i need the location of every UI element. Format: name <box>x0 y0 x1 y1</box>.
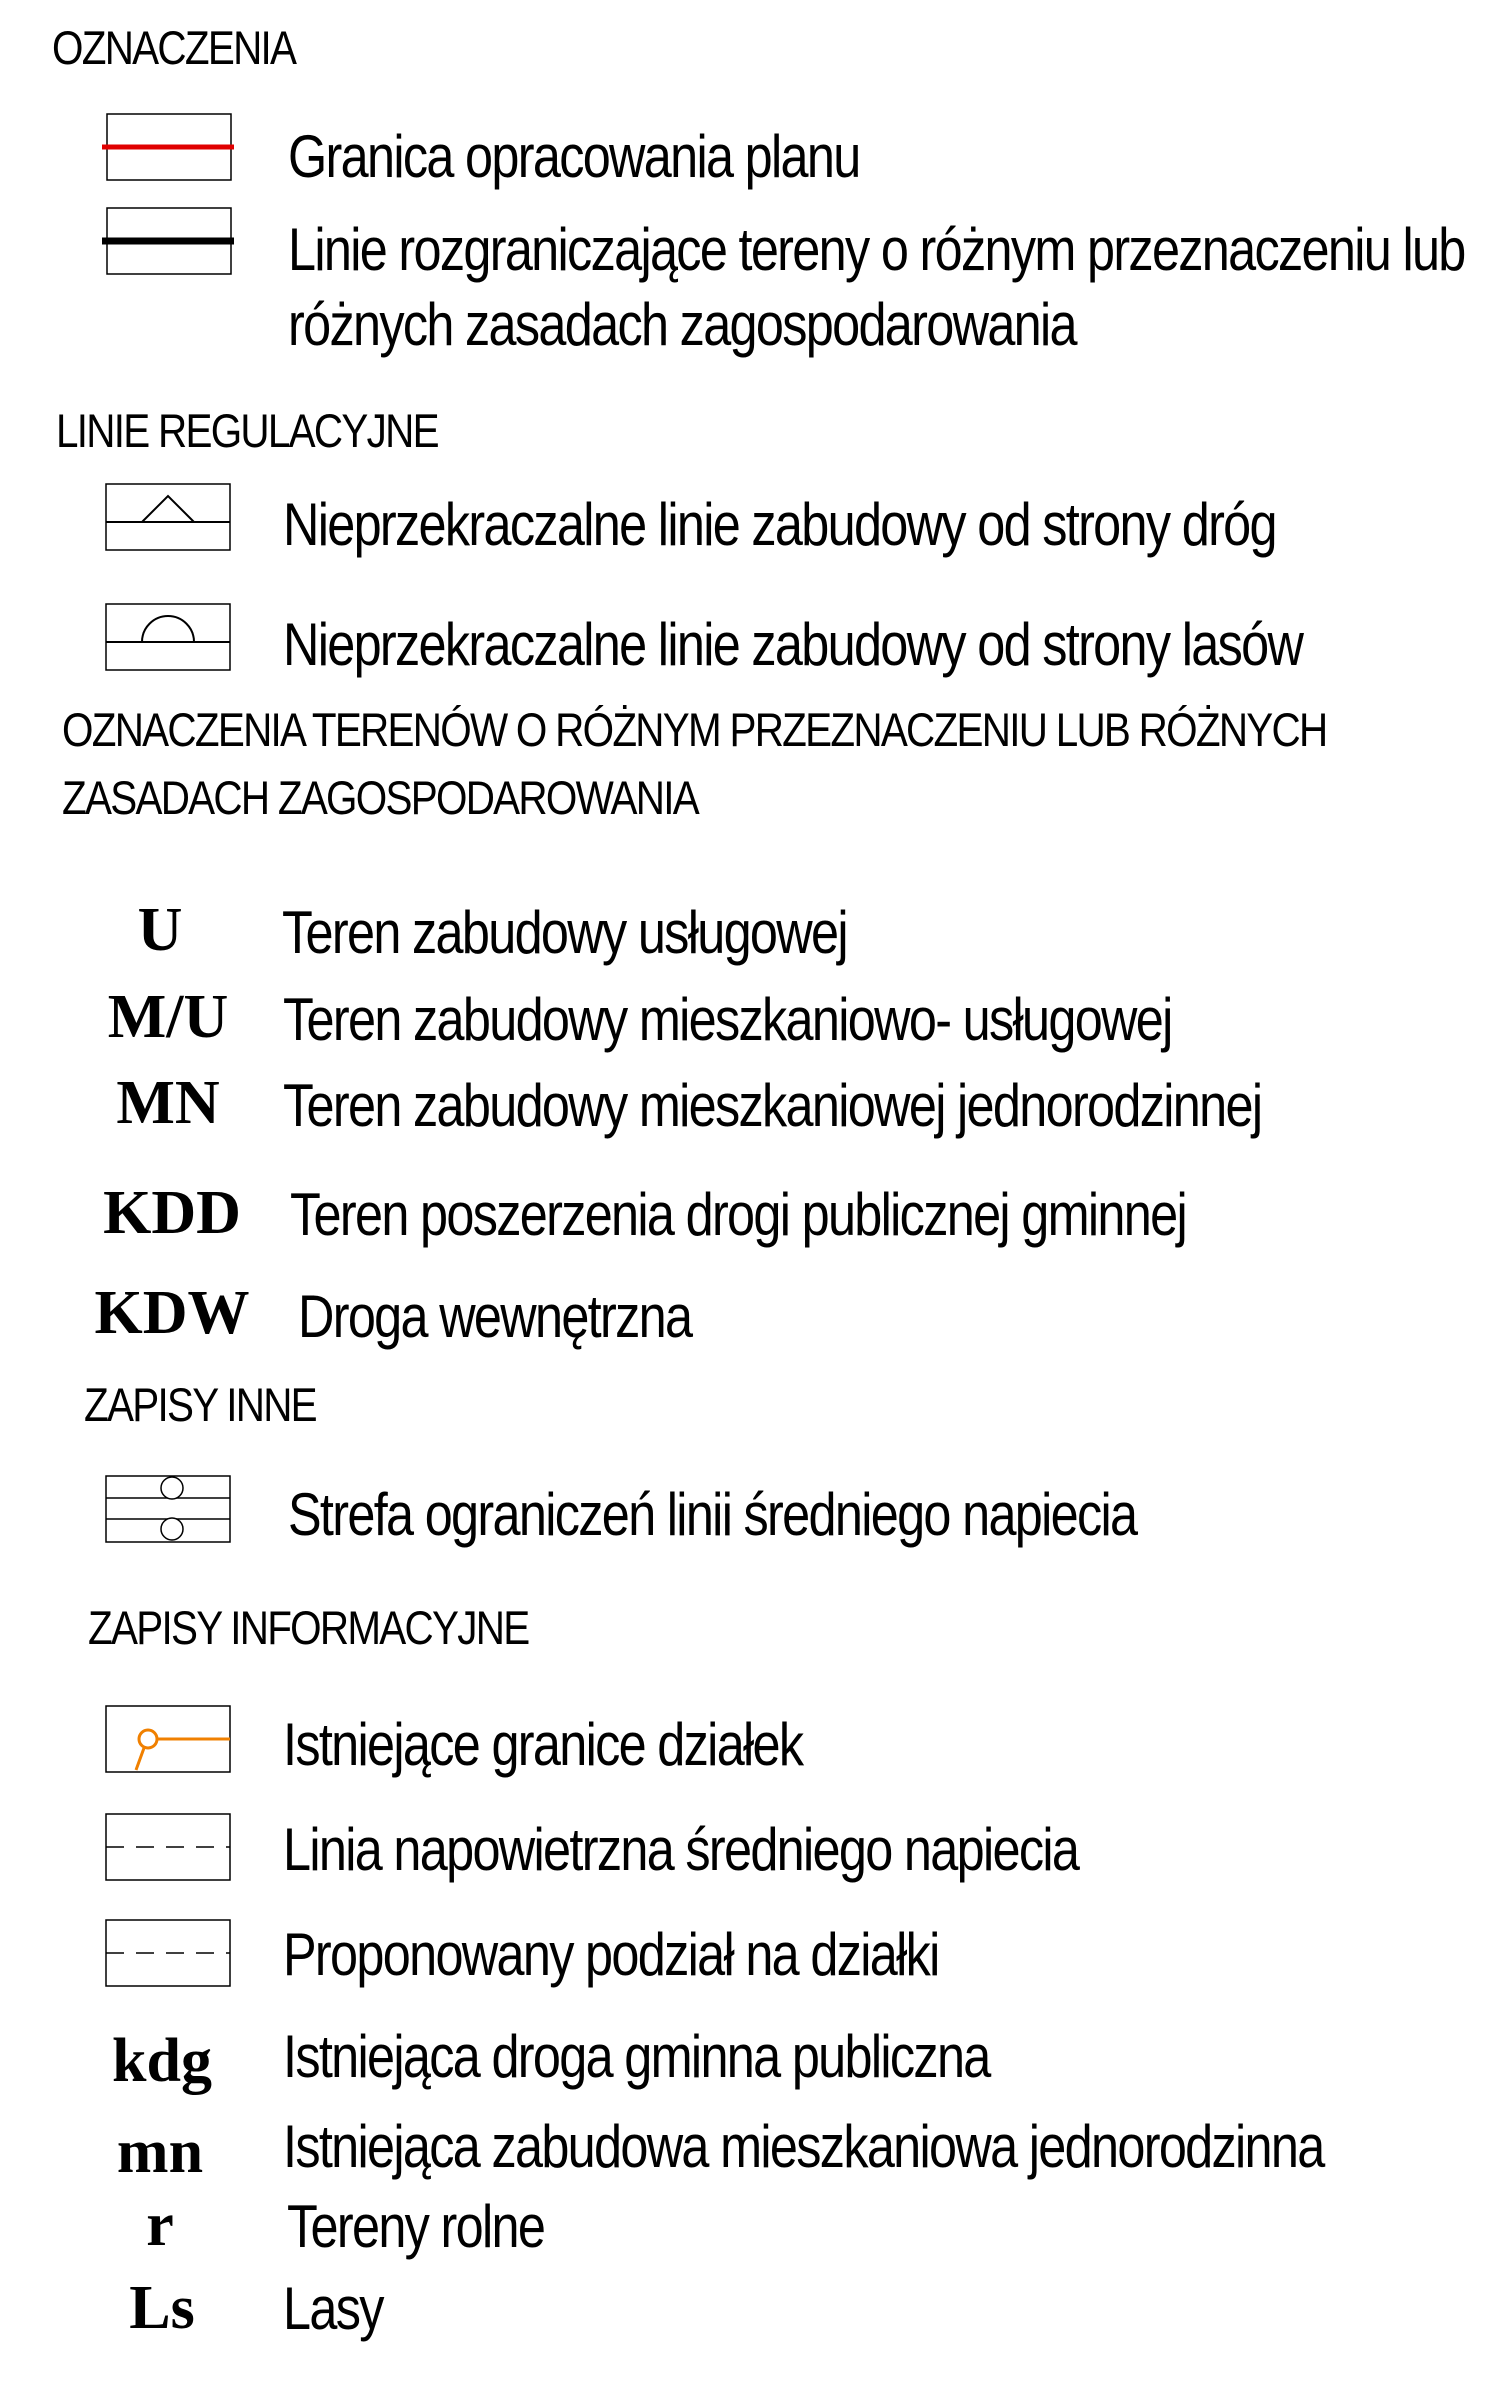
label-granica: Granica opracowania planu <box>288 123 860 190</box>
section-linie-regulacyjne: LINIE REGULACYJNE <box>56 404 438 457</box>
section-tereny-line2: ZASADACH ZAGOSPODAROWANIA <box>62 771 698 824</box>
triangle-line-icon <box>104 482 234 552</box>
dashed-line-icon <box>104 1918 234 1988</box>
code-mn-small: mn <box>116 2118 204 2186</box>
label-strefa: Strefa ograniczeń linii średniego napiecia <box>288 1481 1137 1548</box>
code-u: U <box>137 896 183 964</box>
label-linie-lasow: Nieprzekraczalne linie zabudowy od strony lasów <box>283 611 1303 678</box>
dashed-line-icon <box>104 1812 234 1882</box>
label-mu: Teren zabudowy mieszkaniowo- usługowej <box>283 986 1172 1053</box>
label-r: Tereny rolne <box>287 2193 545 2260</box>
code-kdg: kdg <box>112 2027 212 2095</box>
circles-zone-icon <box>104 1474 234 1544</box>
section-tereny-line1: OZNACZENIA TERENÓW O RÓŻNYM PRZEZNACZENIU LUB RÓŻNYCH <box>62 703 1327 756</box>
label-ls: Lasy <box>283 2275 383 2342</box>
label-mn-small: Istniejąca zabudowa mieszkaniowa jednorodzinna <box>283 2113 1324 2180</box>
label-kdg: Istniejąca droga gminna publiczna <box>283 2023 990 2090</box>
label-linie-rozgraniczajace: Linie rozgraniczające tereny o różnym przeznaczeniu lub <box>288 216 1465 283</box>
label-linie-rozgraniczajace-2: różnych zasadach zagospodarowania <box>288 291 1076 358</box>
code-r: r <box>146 2191 174 2259</box>
code-mu: M/U <box>107 983 229 1051</box>
section-zapisy-inne: ZAPISY INNE <box>84 1378 316 1431</box>
label-granice-dzialek: Istniejące granice działek <box>283 1711 803 1778</box>
label-linie-drog: Nieprzekraczalne linie zabudowy od strony dróg <box>283 491 1276 558</box>
orange-parcel-boundary-icon <box>104 1704 234 1774</box>
code-ls: Ls <box>129 2274 195 2342</box>
code-kdw: KDW <box>94 1279 250 1347</box>
section-zapisy-informacyjne: ZAPISY INFORMACYJNE <box>88 1601 529 1654</box>
code-kdd: KDD <box>103 1179 241 1247</box>
semicircle-line-icon <box>104 602 234 672</box>
label-linia-napowietrzna: Linia napowietrzna średniego napiecia <box>283 1816 1079 1883</box>
code-mn: MN <box>116 1069 220 1137</box>
section-oznaczenia: OZNACZENIA <box>52 21 296 74</box>
label-kdd: Teren poszerzenia drogi publicznej gminnej <box>290 1181 1187 1248</box>
label-proponowany-podzial: Proponowany podział na działki <box>283 1921 939 1988</box>
label-u: Teren zabudowy usługowej <box>282 899 847 966</box>
black-line-icon <box>100 206 235 276</box>
red-line-icon <box>100 112 235 182</box>
label-mn: Teren zabudowy mieszkaniowej jednorodzinnej <box>283 1072 1262 1139</box>
label-kdw: Droga wewnętrzna <box>298 1283 692 1350</box>
